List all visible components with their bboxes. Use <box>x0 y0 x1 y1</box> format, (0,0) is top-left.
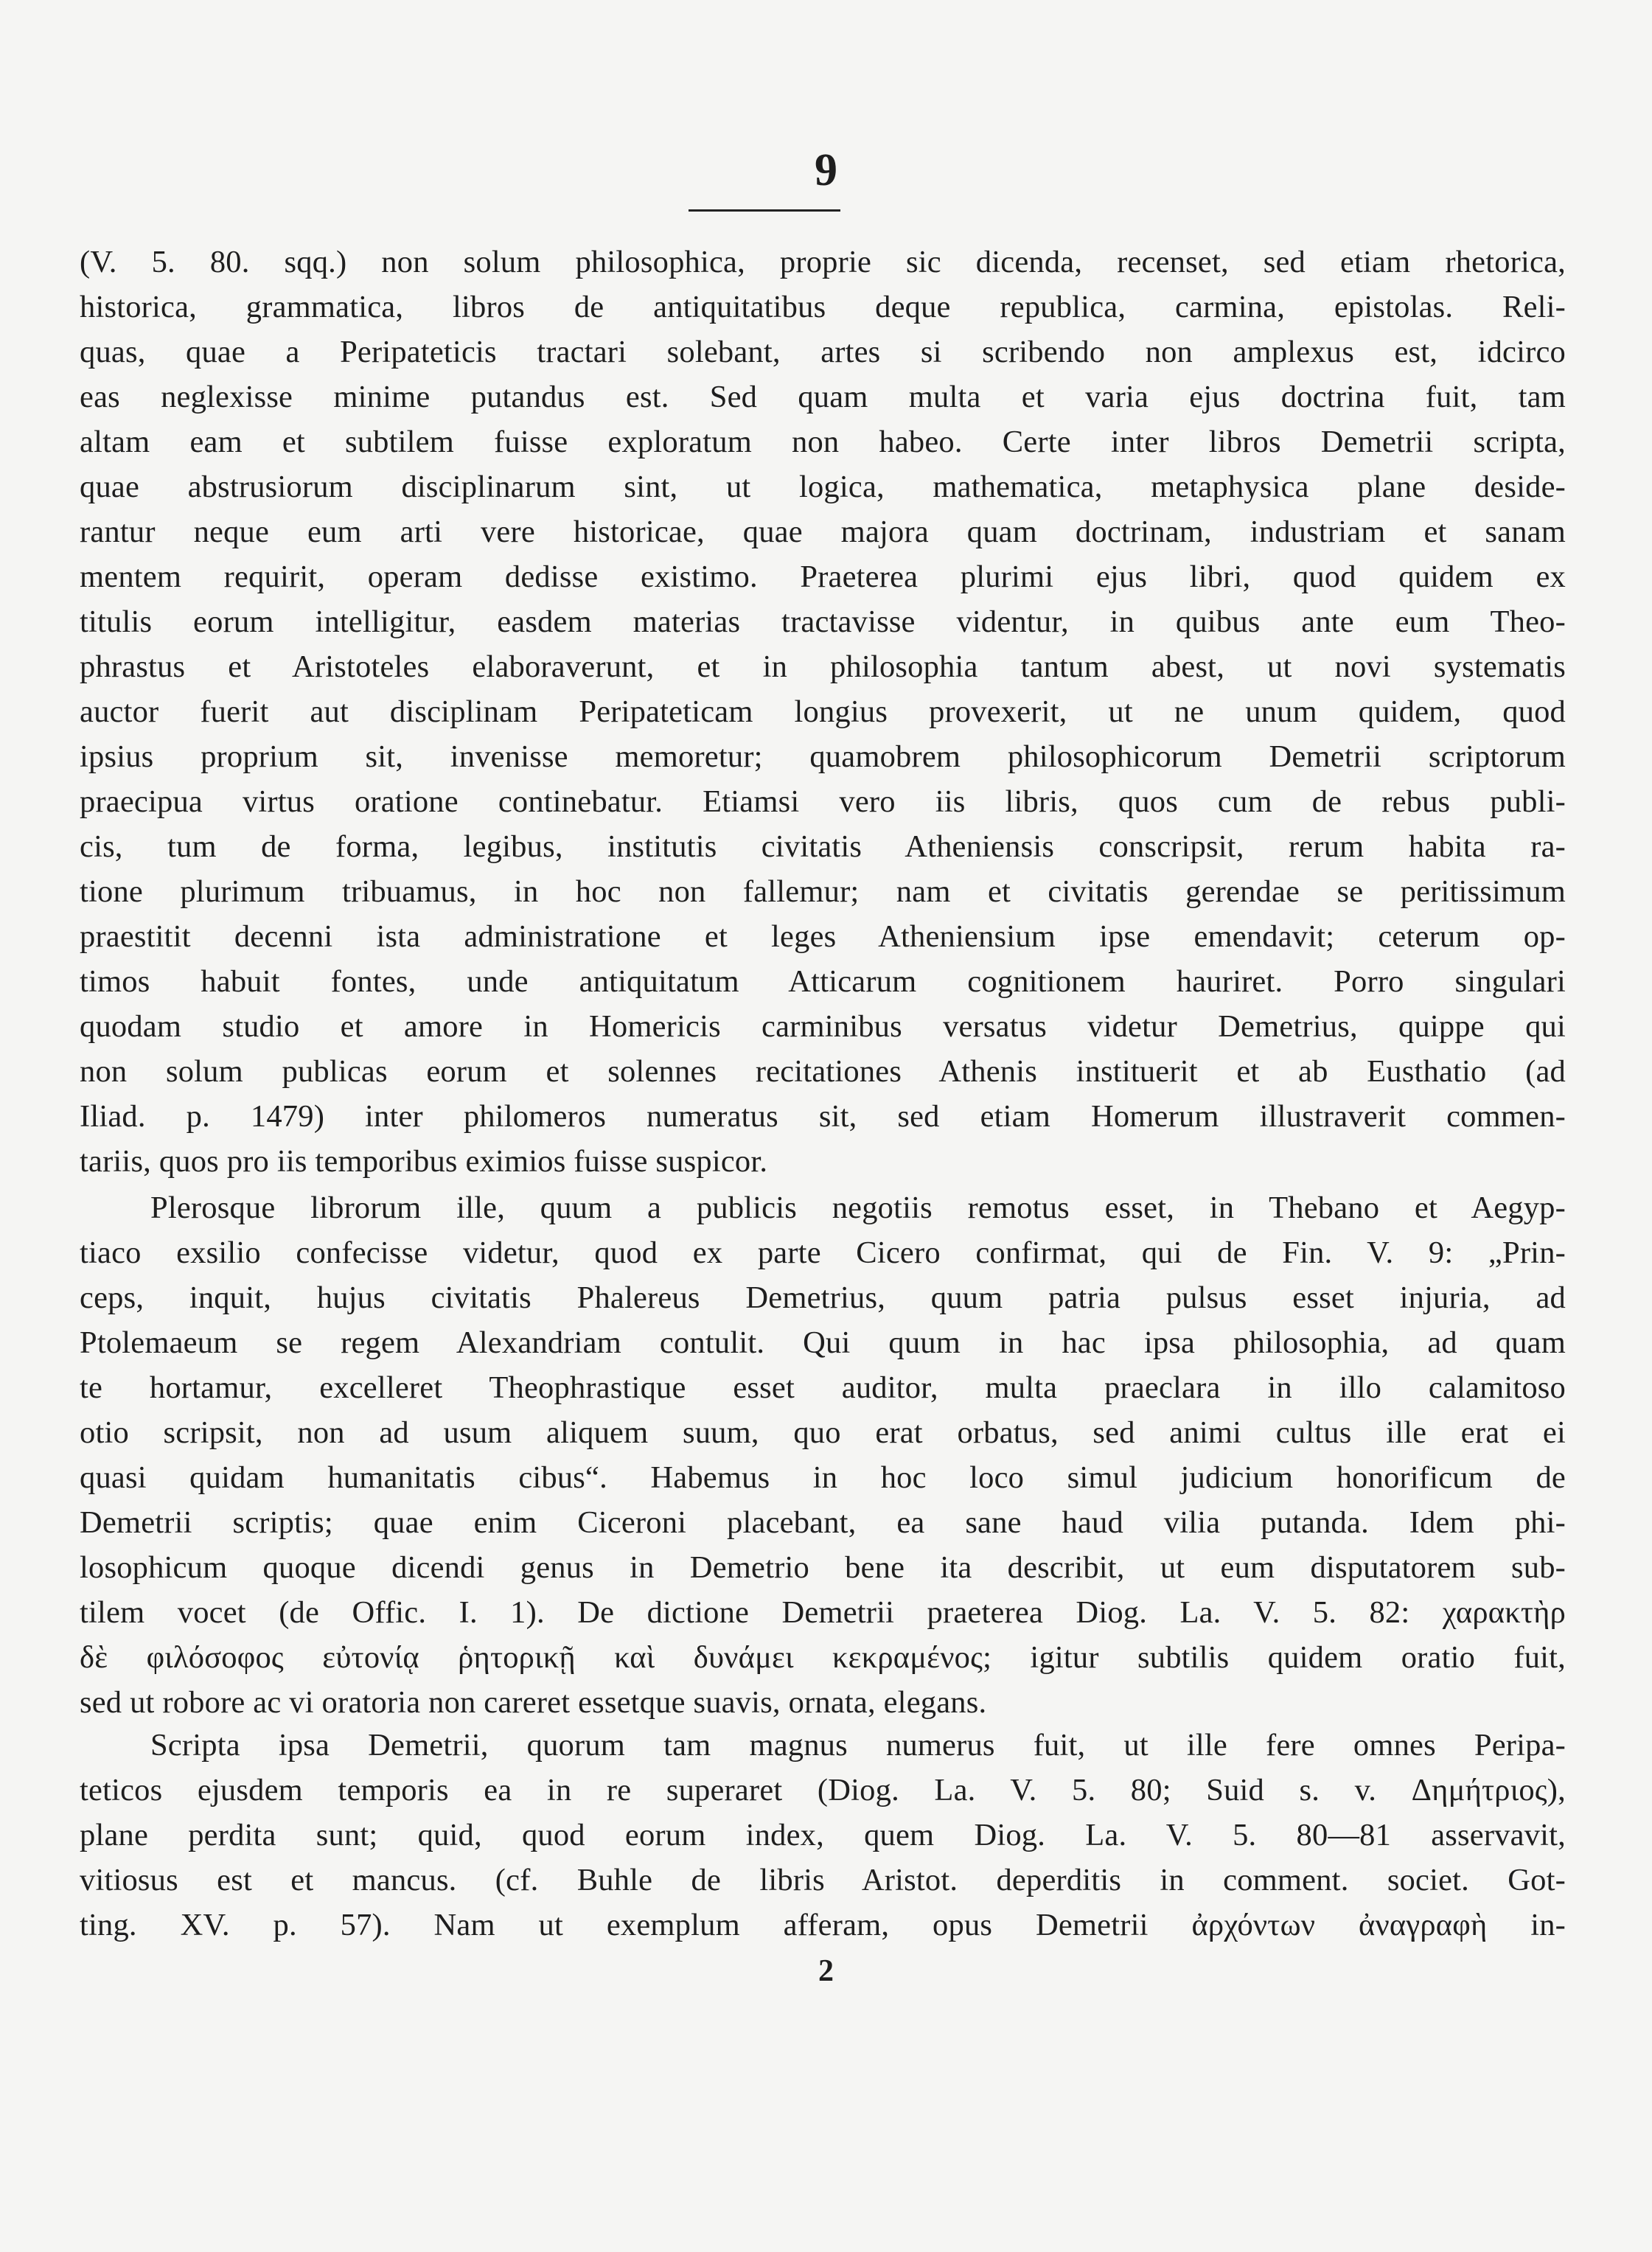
text-line: Demetrii scriptis; quae enim Ciceroni placebant, ea sane haud vilia putanda. Idem phi- <box>80 1505 1566 1540</box>
text-line: non solum publicas eorum et solennes recitationes Athenis instituerit et ab Eusthatio (ad <box>80 1054 1566 1089</box>
text-line: teticos ejusdem temporis ea in re superaret (Diog. La. V. 5. 80; Suid s. v. Δημήτριος), <box>80 1773 1566 1807</box>
text-line: rantur neque eum arti vere historicae, quae majora quam doctrinam, industriam et sanam <box>80 515 1566 549</box>
text-line: otio scripsit, non ad usum aliquem suum, quo erat orbatus, sed animi cultus ille erat ei <box>80 1415 1566 1450</box>
text-line: vitiosus est et mancus. (cf. Buhle de libris Aristot. deperditis in comment. societ. Got- <box>80 1863 1566 1897</box>
paragraph-1 <box>80 240 1566 1184</box>
text-line: praestitit decenni ista administratione et leges Atheniensium ipse emendavit; ceterum op- <box>80 919 1566 954</box>
text-line: (V. 5. 80. sqq.) non solum philosophica, proprie sic dicenda, recenset, sed etiam rhetorica, <box>80 245 1566 279</box>
text-line: Iliad. p. 1479) inter philomeros numeratus sit, sed etiam Homerum illustraverit commen- <box>80 1099 1566 1134</box>
text-line: plane perdita sunt; quid, quod eorum index, quem Diog. La. V. 5. 80—81 asservavit, <box>80 1818 1566 1852</box>
text-line: timos habuit fontes, unde antiquitatum Atticarum cognitionem hauriret. Porro singulari <box>80 964 1566 999</box>
text-line: quasi quidam humanitatis cibus“. Habemus in hoc loco simul judicium honorificum de <box>80 1460 1566 1495</box>
text-line: Scripta ipsa Demetrii, quorum tam magnus numerus fuit, ut ille fere omnes Peripa- <box>150 1728 1566 1763</box>
text-line: tariis, quos pro iis temporibus eximios fuisse suspicor. <box>80 1144 768 1179</box>
text-line: auctor fuerit aut disciplinam Peripateticam longius provexerit, ut ne unum quidem, quod <box>80 694 1566 729</box>
text-line: sed ut robore ac vi oratoria non careret essetque suavis, ornata, elegans. <box>80 1685 987 1720</box>
text-line: tione plurimum tribuamus, in hoc non fallemur; nam et civitatis gerendae se peritissimum <box>80 874 1566 909</box>
text-line: phrastus et Aristoteles elaboraverunt, et in philosophia tantum abest, ut novi systematis <box>80 649 1566 684</box>
text-line: ceps, inquit, hujus civitatis Phalereus Demetrius, quum patria pulsus esset injuria, ad <box>80 1280 1566 1315</box>
text-line: mentem requirit, operam dedisse existimo. Praeterea plurimi ejus libri, quod quidem ex <box>80 559 1566 594</box>
text-line: quas, quae a Peripateticis tractari solebant, artes si scribendo non amplexus est, idcirco <box>80 335 1566 369</box>
text-line: losophicum quoque dicendi genus in Demetrio bene ita describit, ut eum disputatorem sub- <box>80 1550 1566 1585</box>
text-line: eas neglexisse minime putandus est. Sed quam multa et varia ejus doctrina fuit, tam <box>80 380 1566 414</box>
header-rule <box>689 209 840 212</box>
text-line: Plerosque librorum ille, quum a publicis negotiis remotus esset, in Thebano et Aegyp- <box>150 1191 1566 1225</box>
text-line: quodam studio et amore in Homericis carminibus versatus videtur Demetrius, quippe qui <box>80 1009 1566 1044</box>
text-line: ting. XV. p. 57). Nam ut exemplum afferam, opus Demetrii ἀρχόντων ἀναγραφὴ in- <box>80 1908 1566 1942</box>
paragraph-3 <box>80 1723 1566 1948</box>
text-line: δὲ φιλόσοφος εὐτονίᾳ ῥητορικῇ καὶ δυνάμει κεκραμένος; igitur subtilis quidem oratio fuit, <box>80 1640 1566 1675</box>
page-number: 9 <box>815 145 837 195</box>
signature-mark: 2 <box>818 1954 834 1988</box>
text-line: altam eam et subtilem fuisse exploratum non habeo. Certe inter libros Demetrii scripta, <box>80 425 1566 459</box>
text-line: ipsius proprium sit, invenisse memoretur; quamobrem philosophicorum Demetrii scriptorum <box>80 739 1566 774</box>
text-line: Ptolemaeum se regem Alexandriam contulit. Qui quum in hac ipsa philosophia, ad quam <box>80 1325 1566 1360</box>
text-line: tiaco exsilio confecisse videtur, quod ex parte Cicero confirmat, qui de Fin. V. 9: „Prin- <box>80 1235 1566 1270</box>
text-line: cis, tum de forma, legibus, institutis civitatis Atheniensis conscripsit, rerum habita ra- <box>80 829 1566 864</box>
text-line: tilem vocet (de Offic. I. 1). De dictione Demetrii praeterea Diog. La. V. 5. 82: χαρακτὴρ <box>80 1595 1566 1630</box>
text-line: te hortamur, excelleret Theophrastique esset auditor, multa praeclara in illo calamitoso <box>80 1370 1566 1405</box>
text-line: praecipua virtus oratione continebatur. Etiamsi vero iis libris, quos cum de rebus publi- <box>80 784 1566 819</box>
paragraph-2 <box>80 1185 1566 1725</box>
text-line: historica, grammatica, libros de antiquitatibus deque republica, carmina, epistolas. Reli- <box>80 290 1566 324</box>
text-line: titulis eorum intelligitur, easdem materias tractavisse videntur, in quibus ante eum Theo- <box>80 604 1566 639</box>
text-line: quae abstrusiorum disciplinarum sint, ut logica, mathematica, metaphysica plane deside- <box>80 470 1566 504</box>
